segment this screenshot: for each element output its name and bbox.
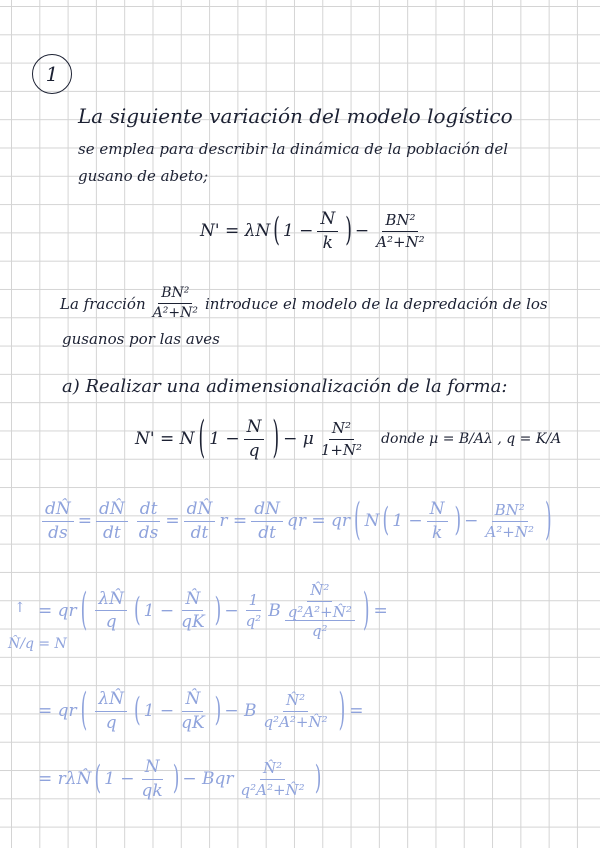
work-step-1 <box>38 495 556 548</box>
s2-eq: = qr <box>38 600 77 621</box>
intro-line-2: se emplea para describir la dinámica de la población del <box>78 140 509 158</box>
s4-inner-1: 1 − <box>104 769 135 790</box>
s4-eq: = rλN̂ <box>38 769 92 790</box>
s3-open-paren-2: ( <box>133 692 141 731</box>
part-a-open-paren: ( <box>198 413 206 466</box>
s2-f3-den: q² <box>245 612 262 631</box>
s1-r-eq: r = <box>219 511 248 532</box>
s1-f6-den: k <box>431 522 443 543</box>
s1-frac-4 <box>184 500 216 542</box>
s4-f1-den: qk <box>141 780 163 801</box>
s1-qr-eq: qr = qr <box>286 511 351 532</box>
s3-open-paren: ( <box>80 685 88 738</box>
s4-close-paren-2: ) <box>314 760 322 799</box>
s1-minus: − <box>464 511 479 532</box>
s1-open-paren: ( <box>354 495 361 548</box>
s4-f1-num: N <box>142 758 163 780</box>
substitution-arrow-icon: ↑ <box>14 600 26 616</box>
s4-open-paren: ( <box>94 760 102 799</box>
s2-open-paren-2: ( <box>133 591 141 630</box>
s1-frac-7 <box>482 502 537 540</box>
model-frac-den: k <box>322 232 333 253</box>
work-step-4 <box>38 758 324 800</box>
s3-close-paren-2: ) <box>214 692 222 731</box>
work-step-3 <box>38 685 364 738</box>
s1-close-paren-2: ) <box>454 502 462 541</box>
s1-f7-den: A²+N² <box>485 522 534 541</box>
model-frac-n-k <box>317 210 338 252</box>
model-paren-inner: 1 − <box>282 221 314 242</box>
s3-inner-1: 1 − <box>143 701 175 722</box>
s3-f2-den: qK <box>181 712 205 733</box>
s2-f2-den: qK <box>181 612 205 633</box>
s1-f1-den: ds <box>48 522 68 543</box>
s1-close-paren: ) <box>544 495 552 548</box>
s4-f2-num: N̂² <box>260 760 285 780</box>
part-a-where: donde μ = B/Aλ , q = K/A <box>381 431 562 448</box>
s1-f3-num: dt <box>137 500 161 522</box>
s1-f6-num: N <box>427 500 448 522</box>
part-a-term <box>318 420 365 458</box>
s1-open-paren-2: ( <box>382 502 390 541</box>
s1-inner-1: 1 − <box>392 511 423 532</box>
model-term-num: BN² <box>382 212 418 232</box>
s2-frac-4 <box>285 582 355 640</box>
part-a-frac-num: N <box>244 418 265 440</box>
s1-f5-num: dN <box>251 500 283 522</box>
s3-frac-1 <box>95 690 127 732</box>
s2-trail-eq: = <box>373 600 388 621</box>
s2-f4-num: N̂² <box>307 582 332 602</box>
work-step-2 <box>38 582 388 640</box>
part-a-frac <box>244 418 265 460</box>
part-a-term-den: 1+N² <box>320 440 363 459</box>
fraction-explanation <box>60 286 548 322</box>
problem-number: 1 <box>45 62 59 86</box>
fraction-inline-num: BN² <box>158 286 192 304</box>
model-lhs: N' = λN <box>200 221 271 242</box>
fraction-inline <box>150 286 201 322</box>
s2-frac-1 <box>95 590 127 632</box>
part-a-minus-mu: − μ <box>283 429 314 450</box>
s1-eq1: = <box>77 511 93 532</box>
s1-f7-num: BN² <box>492 502 528 522</box>
s1-frac-1 <box>42 500 74 542</box>
s2-f1-den: q <box>105 612 117 633</box>
s2-f2-num: N̂ <box>182 590 203 612</box>
model-predation-term <box>373 212 428 250</box>
s2-f4-den: q²A²+N̂² <box>285 602 355 622</box>
s1-f1-num: dN̂ <box>42 500 74 522</box>
s2-f1-num: λN̂ <box>95 590 127 612</box>
substitution-note: N̂/q = N <box>8 636 67 652</box>
part-a-frac-den: q <box>248 440 260 461</box>
intro-line-3: gusano de abeto; <box>78 167 209 185</box>
s2-frac-2 <box>178 590 208 632</box>
s1-frac-5 <box>251 500 283 542</box>
s3-f3-den: q²A²+N̂² <box>263 712 328 731</box>
model-minus: − <box>354 221 370 242</box>
s3-minus: − B <box>224 701 257 722</box>
s4-close-paren: ) <box>172 760 180 799</box>
s1-eq2: = <box>165 511 180 532</box>
s2-frac-3 <box>243 592 265 630</box>
part-a-label: a) Realizar una adimensionalización de la forma: <box>62 376 508 397</box>
s1-f5-den: dt <box>258 522 276 543</box>
intro-line-1: La siguiente variación del modelo logístico <box>78 104 513 128</box>
s4-f2-den: q²A²+N̂² <box>240 780 305 799</box>
part-a-paren-inner: 1 − <box>209 429 240 450</box>
s3-f2-num: N̂ <box>182 690 203 712</box>
s2-b: B <box>268 600 281 621</box>
fraction-inline-den: A²+N² <box>152 305 198 322</box>
s4-minus: − Bqr <box>182 769 234 790</box>
problem-number-circle <box>32 54 72 94</box>
model-equation <box>200 210 432 252</box>
fraction-text-line2: gusanos por las aves <box>62 330 220 348</box>
part-a-lhs: N' = N <box>135 429 195 450</box>
s2-minus: − <box>224 600 239 621</box>
s3-f1-den: q <box>105 712 117 733</box>
s4-frac-2 <box>238 760 308 798</box>
part-a-term-num: N² <box>329 420 354 440</box>
s2-close-paren-2: ) <box>214 591 222 630</box>
s2-f4-den2: q² <box>311 622 328 640</box>
s1-frac-3 <box>136 500 162 542</box>
part-a-equation <box>135 413 562 466</box>
s1-f4-num: dN̂ <box>184 500 216 522</box>
s3-f1-num: λN̂ <box>95 690 127 712</box>
s1-f2-num: dN̂ <box>96 500 128 522</box>
s2-open-paren: ( <box>80 584 88 637</box>
s1-frac-6 <box>427 500 448 542</box>
s1-frac-2 <box>96 500 128 542</box>
s3-eq: = qr <box>38 701 77 722</box>
s3-frac-2 <box>178 690 208 732</box>
fraction-text-part2: introduce el modelo de la depredación de los <box>204 294 548 313</box>
s2-close-paren: ) <box>362 584 370 637</box>
model-open-paren: ( <box>273 212 280 251</box>
s1-f3-den: ds <box>138 522 159 543</box>
s3-close-paren: ) <box>338 685 346 738</box>
s3-frac-3 <box>260 692 330 730</box>
s3-f3-num: N̂² <box>283 692 308 712</box>
s1-f4-den: dt <box>190 522 209 543</box>
model-term-den: A²+N² <box>376 232 425 251</box>
s1-inner-n: N <box>364 511 380 532</box>
s3-trail-eq: = <box>349 701 364 722</box>
model-frac-num: N <box>317 210 338 232</box>
s1-f2-den: dt <box>103 522 121 543</box>
part-a-close-paren: ) <box>272 413 280 466</box>
fraction-text-part1: La fracción <box>60 294 146 313</box>
model-close-paren: ) <box>345 212 352 251</box>
s4-frac-1 <box>139 758 166 800</box>
s2-inner-1: 1 − <box>143 600 175 621</box>
s2-f3-num: 1 <box>246 592 262 612</box>
